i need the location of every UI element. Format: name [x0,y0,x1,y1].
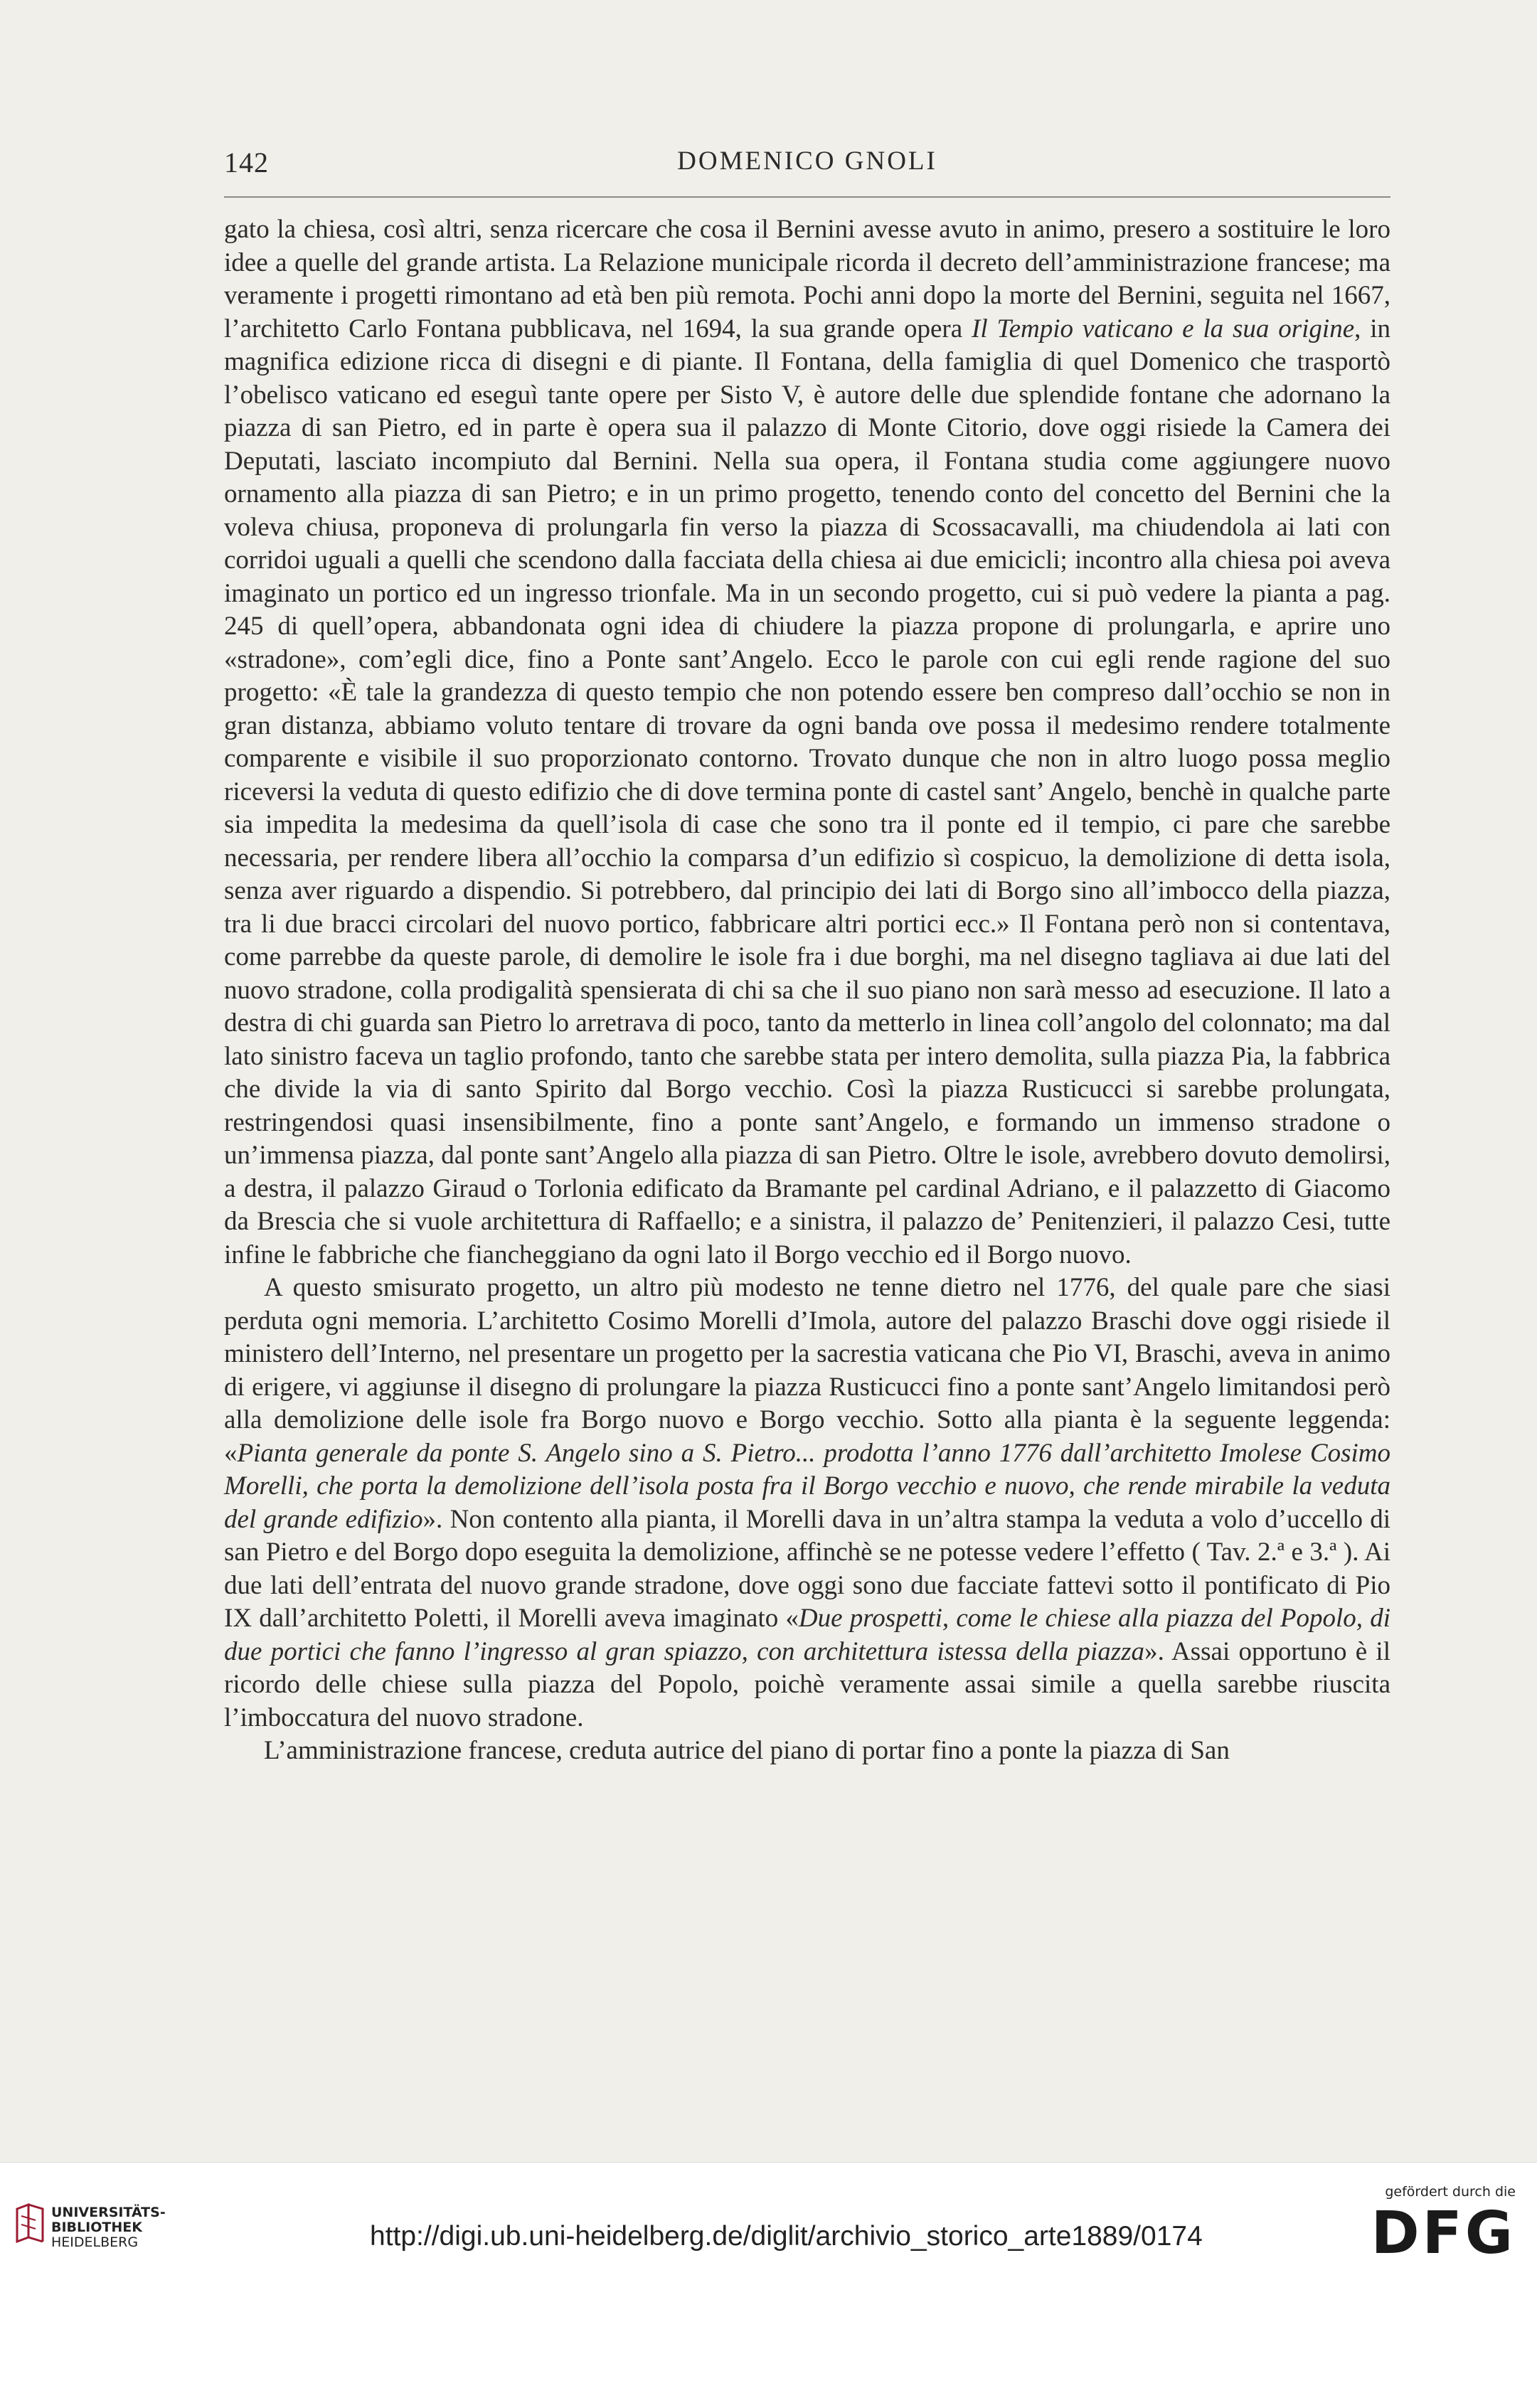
footer-bar [0,2162,1537,2408]
text-run: , in magnifica edizione ricca di disegni e di piante. Il Fontana, della famiglia di quel Domenico che trasportò l’obelisco vaticano ed eseguì tante opere per Sisto V, è autore delle due splendide fontane che adornano la piazza di san Pietro, ed in parte è opera sua il palazzo di Monte Citorio, dove oggi risiede la Camera dei Deputati, lasciato incompiuto dal Bernini. Nella sua opera, il Fontana studia come aggiungere nuovo ornamento alla piazza di san Pietro; e in un primo progetto, tenendo conto del concetto del Bernini che la voleva chiusa, proponeva di prolungarla fin verso la piazza di Scossacavalli, ma chiudendola ai lati con corridoi uguali a quelli che scendono dalla facciata della chiesa ai due emicicli; incontro alla chiesa poi aveva imaginato un portico ed un ingresso trionfale. Ma in un secondo progetto, cui si può vedere la pianta a pag. 245 di quell’opera, abbandonata ogni idea di chiudere la piazza propone di prolungarla, e aprire uno «stradone», com’egli dice, fino a Ponte sant’Angelo. Ecco le parole con cui egli rende ragione del suo progetto: «È tale la grandezza di questo tempio che non potendo essere ben compreso dall’occhio se non in gran distanza, abbiamo voluto tentare di trovare da ogni banda ove possa il medesimo rendere totalmente comparente e visibile il suo proporzionato contorno. Trovato dunque che non in altro luogo possa meglio riceversi la veduta di questo edifizio che di dove termina ponte di castel sant’ Angelo, benchè in qualche parte sia impedita la medesima da quell’isola di case che sono tra il ponte ed il tempio, ci pare che sarebbe necessaria, per rendere libera all’occhio la comparsa d’un edifizio sì cospicuo, la demolizione di detta isola, senza aver riguardo a dispendio. Si potrebbero, dal principio dei lati di Borgo sino all’imbocco della piazza, tra li due bracci circolari del nuovo portico, fabbricare altri portici ecc.» Il Fontana però non si contentava, come parrebbe da queste parole, di demolire le isole fra i due borghi, ma nel disegno tagliava ai due lati del nuovo stradone, colla prodigalità spensierata di chi sa che il suo piano non sarà messo ad esecuzione. Il lato a destra di chi guarda san Pietro lo arretrava di poco, tanto da metterlo in linea coll’angolo del colonnato; ma dal lato sinistro faceva un taglio profondo, tanto che sarebbe stata per intero demolita, sulla piazza Pia, la fabbrica che divide la via di santo Spirito dal Borgo vecchio. Così la piazza Rusticucci si sarebbe prolungata, restringendosi quasi insensibilmente, fino a ponte sant’Angelo, e formando un immenso stradone o un’immensa piazza, dal ponte sant’Angelo alla piazza di san Pietro. Oltre le isole, avrebbero dovuto demolirsi, a destra, il palazzo Giraud o Torlonia edificato da Bramante pel cardinal Adriano, e il palazzetto di Giacomo da Brescia che si vuole architettura di Raffaello; e a sinistra, il palazzo de’ Penitenzieri, il palazzo Cesi, tutte infine le fabbriche che fiancheggiano da ogni lato il Borgo vecchio ed il Borgo nuovo. [224,314,1391,1269]
quoted-legend: Due prospetti, come le chiese alla piazza del Popolo, di due portici che fanno l’ingresso al gran spiazzo, con architettura istessa della piazza [224,1604,1390,1666]
library-name [51,2205,166,2250]
library-name-line: UNIVERSITÄTS- [51,2205,166,2220]
university-library-logo-icon [14,2202,46,2244]
library-name-line: HEIDELBERG [51,2234,139,2250]
dfg-logo: DFG [1371,2200,1516,2267]
library-name-line: BIBLIOTHEK [51,2220,142,2235]
book-title: Il Tempio vaticano e la sua origine [972,314,1355,343]
paragraph [224,213,1390,1272]
text-run: ». Assai opportuno è il ricordo delle chiese sulla piazza del Popolo, poichè veramente assai simile a quella sarebbe riuscita l’imboccatura del nuovo stradone. [224,1636,1390,1732]
text-run: gato la chiesa, così altri, senza ricercare che cosa il Bernini avesse avuto in animo, presero a sostituire le loro idee a quelle del grande artista. La Relazione municipale ricorda il decreto dell’amministrazione francese; ma veramente i progetti rimontano ad età ben più remota. Pochi anni dopo la morte del Bernini, seguita nel 1667, l’architetto Carlo Fontana pubblicava, nel 1694, la sua grande opera [224,215,1390,343]
running-head: DOMENICO GNOLI [677,146,937,176]
funding-note [1371,2184,1516,2267]
page-number: 142 [224,146,269,179]
header-rule [224,196,1390,198]
body-text [224,213,1390,1768]
paragraph [224,1272,1390,1735]
permalink[interactable]: http://digi.ub.uni-heidelberg.de/diglit/archivio_storico_arte1889/0174 [370,2221,1203,2252]
text-run: ». Non contento alla pianta, il Morelli dava in un’altra stampa la veduta a volo d’uccello di san Pietro e del Borgo dopo eseguita la demolizione, affinchè se ne potesse vedere l’effetto ( Tav. 2.ª e 3.ª ). Ai due lati dell’entrata del nuovo grande stradone, dove oggi sono due facciate fattevi sotto il pontificato di Pio IX dall’architetto Poletti, il Morelli aveva imaginato « [224,1504,1391,1633]
quoted-legend: Pianta generale da ponte S. Angelo sino a S. Pietro... prodotta l’anno 1776 dall’architetto Imolese Cosimo Morelli, che porta la demolizione dell’isola posta fra il Borgo vecchio e nuovo, che rende mirabile la veduta del grande edifizio [224,1438,1390,1534]
funding-label: gefördert durch die [1385,2184,1516,2200]
paragraph: L’amministrazione francese, creduta autrice del piano di portar fino a ponte la piazza di San [264,1736,1230,1765]
page-header [224,146,1390,188]
text-run: A questo smisurato progetto, un altro più modesto ne tenne dietro nel 1776, del quale pare che siasi perduta ogni memoria. L’architetto Cosimo Morelli d’Imola, autore del palazzo Braschi dove oggi risiede il ministero dell’Interno, nel presentare un progetto per la sacrestia vaticana che Pio VI, Braschi, aveva in animo di erigere, vi aggiunse il disegno di prolungare la piazza Rusticucci fino a ponte sant’Angelo limitandosi però alla demolizione delle isole fra Borgo nuovo e Borgo vecchio. Sotto alla pianta è la seguente leggenda: « [224,1273,1390,1468]
